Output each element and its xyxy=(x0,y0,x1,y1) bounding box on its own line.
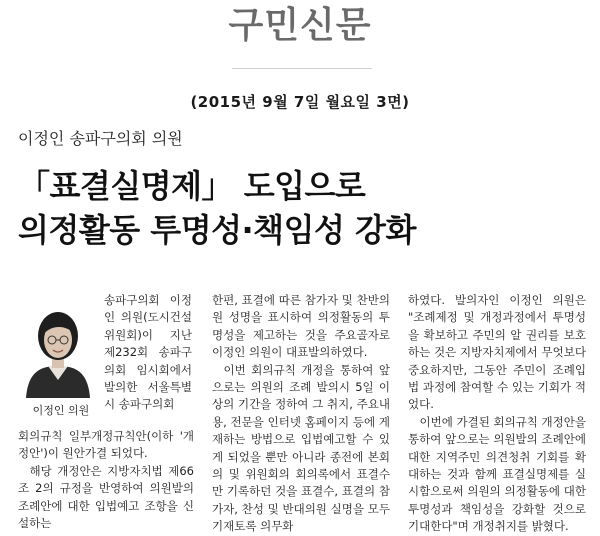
photo-caption: 이정인 의원 xyxy=(32,404,90,417)
headline-line-1: 「표결실명제」 도입으로 xyxy=(18,167,366,205)
article-paragraph: 이번 회의규칙 개정을 통하여 앞으로는 의원의 조례 발의시 5일 이상의 기간을 정하여 그 취지, 주요내용, 전문을 인터넷 홈페이지 등에 게재하는 방법으로 입법예고할 수 있게 되었을 뿐만 아니라 종전에 본회의 및 위원회의 회의록에서 표결수만 기록하던 것을 표결수, 표결의 참가자, 찬성 및 반대의원 실명을 모두 기재토록 의무화 xyxy=(212,362,390,534)
article-column-1-bottom xyxy=(18,428,194,532)
issue-date: (2015년 9월 7일 월요일 3면) xyxy=(190,93,410,111)
article-column-3 xyxy=(408,292,586,536)
article-paragraph: 이번에 가결된 회의규칙 개정안을 통하여 앞으로는 의원발의 조례안에 대한 지역주민 의견청취 기회를 확대하는 것과 함께 표결실명제를 실시함으로써 의원의 의정활동에 대한 투명성과 책임성을 강화할 것으로 기대한다"며 개정취지를 밝혔다. xyxy=(408,414,586,534)
article-paragraph: 한편, 표결에 따른 참가자 및 찬반의원 성명을 표시하여 의정활동의 투명성을 제고하는 것을 주요골자로 이정인 의원이 대표발의하였다. xyxy=(212,293,390,360)
newspaper-masthead: 구민신문 xyxy=(228,4,372,46)
article-paragraph: 하였다. 발의자인 이정인 의원은 "조례제정 및 개정과정에서 투명성을 확보하고 주민의 알 권리를 보호하는 것은 지방자치제에서 무엇보다 중요하지만, 그동안 주민이 조례입법 과정에 참여할 수 있는 기회가 적었다. xyxy=(408,293,586,412)
article-column-2 xyxy=(212,292,390,536)
article-paragraph: 송파구의회 이정인 의원(도시건설위원회)이 지난 제232회 송파구의회 임시회에서 발의한 서울특별시 송파구의회 xyxy=(104,293,192,412)
headline xyxy=(18,164,588,252)
byline: 이정인 송파구의회 의원 xyxy=(18,129,183,148)
headline-line-2: 의정활동 투명성·책임성 강화 xyxy=(18,211,416,249)
masthead-rule xyxy=(232,68,372,69)
portrait-image xyxy=(18,292,98,398)
author-photo xyxy=(18,292,98,398)
article-paragraph: 해당 개정안은 지방자치법 제66조 2의 규정을 반영하여 의원발의 조례안에 대한 입법예고 조항을 신설하는 xyxy=(18,463,194,531)
article-paragraph: 회의규칙 일부개정규칙안(이하 '개정안')이 원안가결 되었다. xyxy=(18,429,194,461)
article-column-1-top xyxy=(104,292,192,414)
